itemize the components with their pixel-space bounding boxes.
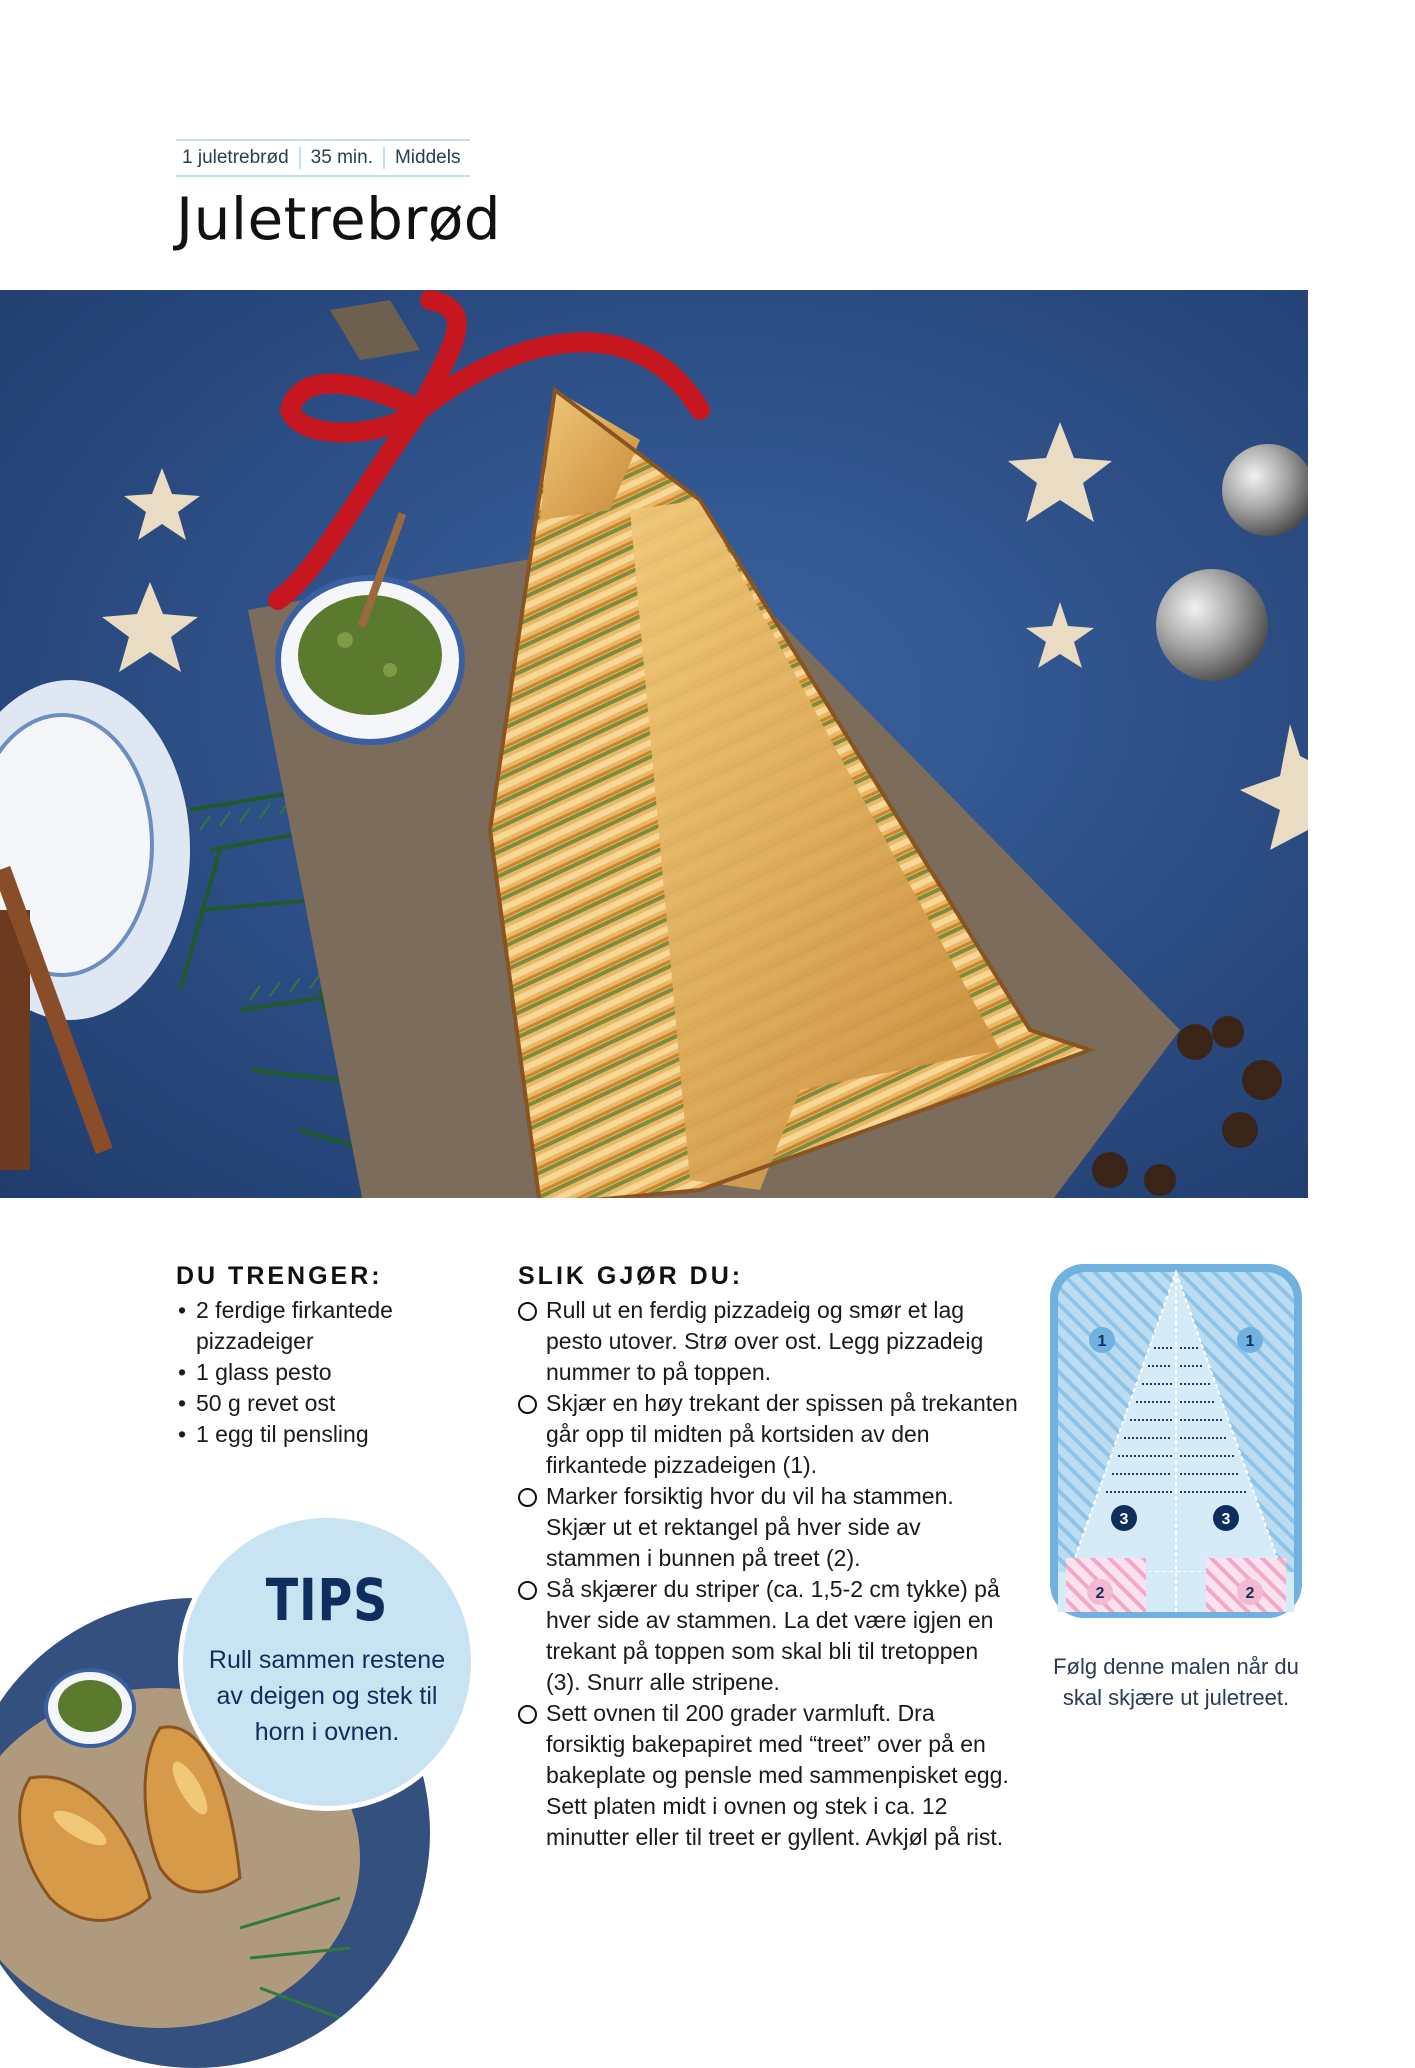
step-text: Skjær en høy trekant der spissen på trekanten går opp til midten på kortsiden av den firkantede pizzadeigen (1).	[546, 1390, 1018, 1478]
recipe-meta	[176, 139, 470, 177]
svg-text:2: 2	[1095, 1585, 1105, 1602]
marker-2-right	[1237, 1579, 1263, 1605]
svg-text:3: 3	[1221, 1511, 1231, 1528]
svg-text:1: 1	[1097, 1333, 1107, 1350]
marker-2-left	[1087, 1579, 1113, 1605]
step-circle-icon	[518, 1488, 537, 1507]
tips-title: TIPS	[265, 1566, 389, 1634]
step-circle-icon	[518, 1395, 537, 1414]
method-list	[518, 1295, 1018, 1853]
marker-1-right	[1237, 1327, 1263, 1353]
tips-text: Rull sammen restene av deigen og stek til horn i ovnen.	[208, 1646, 446, 1746]
marker-3-left	[1111, 1505, 1137, 1531]
method-heading: SLIK GJØR DU:	[518, 1262, 744, 1290]
ingredient-item: • 1 egg til pensling	[176, 1419, 446, 1450]
servings-label: 1 juletrebrød	[182, 147, 289, 168]
ingredient-item: • 2 ferdige firkantede pizzadeiger	[176, 1295, 446, 1357]
time-label: 35 min.	[299, 147, 383, 169]
marker-3-right	[1213, 1505, 1239, 1531]
marker-1-left	[1089, 1327, 1115, 1353]
step-circle-icon	[518, 1581, 537, 1600]
ingredient-item: • 50 g revet ost	[176, 1388, 446, 1419]
cutting-template	[1046, 1260, 1306, 1632]
method-section	[518, 1262, 1018, 1853]
tips-badge	[183, 1518, 471, 1806]
ingredient-item: • 1 glass pesto	[176, 1357, 446, 1388]
ingredients-heading: DU TRENGER:	[176, 1262, 383, 1290]
step-circle-icon	[518, 1705, 537, 1724]
method-step	[518, 1481, 1018, 1574]
ingredients-section	[176, 1262, 446, 1450]
method-step	[518, 1295, 1018, 1388]
ingredients-list	[176, 1295, 446, 1450]
svg-text:3: 3	[1119, 1511, 1129, 1528]
recipe-title: Juletrebrød	[176, 185, 502, 253]
hero-photo	[0, 290, 1308, 1198]
template-caption: Følg denne malen når du skal skjære ut juletreet.	[1053, 1654, 1299, 1710]
step-circle-icon	[518, 1302, 537, 1321]
step-text: Rull ut en ferdig pizzadeig og smør et lag pesto utover. Strø over ost. Legg pizzadeig nummer to på toppen.	[546, 1297, 984, 1385]
svg-text:2: 2	[1245, 1585, 1255, 1602]
method-step	[518, 1698, 1018, 1853]
method-step	[518, 1574, 1018, 1698]
step-text: Så skjærer du striper (ca. 1,5-2 cm tykke) på hver side av stammen. La det være igjen en trekant på toppen som skal bli til tretoppen (3). Snurr alle stripene.	[546, 1576, 1000, 1695]
step-text: Sett ovnen til 200 grader varmluft. Dra forsiktig bakepapiret med “treet” over på en bakeplate og pensle med sammenpisket egg. Sett platen midt i ovnen og stek i ca. 12 minutter eller til treet er gyllent. Avkjøl på rist.	[546, 1700, 1009, 1850]
step-text: Marker forsiktig hvor du vil ha stammen. Skjær ut et rektangel på hver side av stammen i bunnen på treet (2).	[546, 1483, 954, 1571]
difficulty-label: Middels	[383, 147, 470, 169]
method-step	[518, 1388, 1018, 1481]
svg-text:1: 1	[1245, 1333, 1255, 1350]
